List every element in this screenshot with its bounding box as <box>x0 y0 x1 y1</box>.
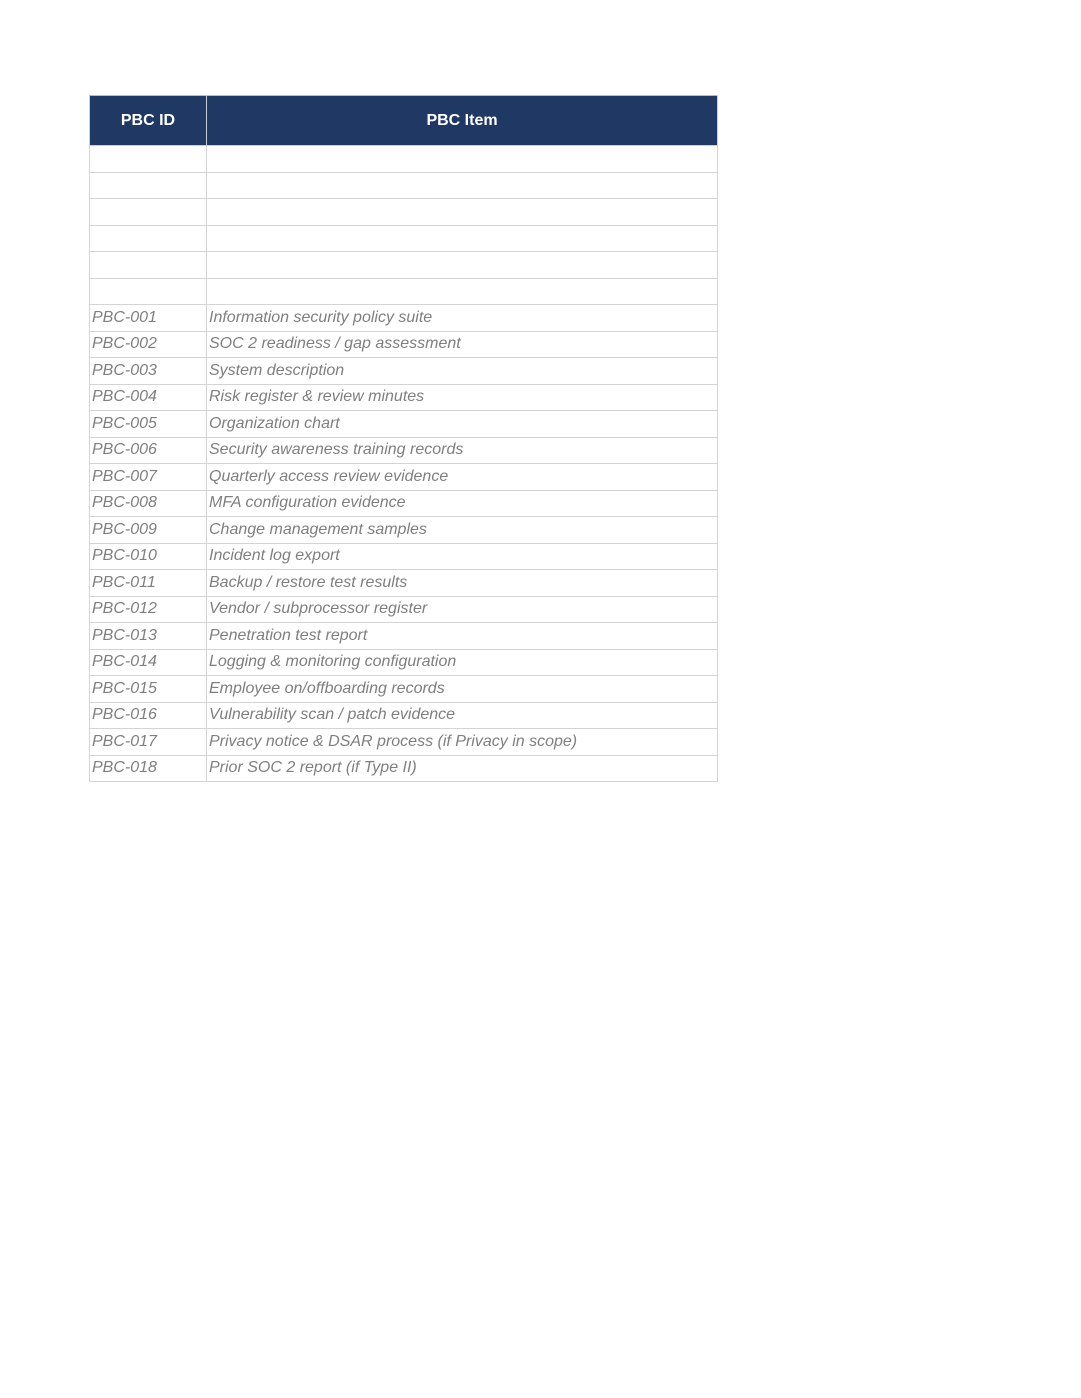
table-row <box>90 490 718 517</box>
empty-row <box>90 199 718 226</box>
table-row <box>90 411 718 438</box>
cell-pbc-id[interactable]: PBC-013 <box>90 623 207 650</box>
table-row <box>90 729 718 756</box>
cell-pbc-id[interactable]: PBC-017 <box>90 729 207 756</box>
table-row <box>90 305 718 332</box>
empty-row <box>90 252 718 279</box>
header-row <box>90 96 718 146</box>
cell-pbc-id[interactable]: PBC-006 <box>90 437 207 464</box>
empty-cell-item[interactable] <box>207 146 718 173</box>
cell-pbc-item[interactable]: Security awareness training records <box>207 437 718 464</box>
pbc-sheet <box>89 95 717 782</box>
cell-pbc-id[interactable]: PBC-003 <box>90 358 207 385</box>
cell-pbc-item[interactable]: Information security policy suite <box>207 305 718 332</box>
table-body <box>90 146 718 782</box>
cell-pbc-item[interactable]: Incident log export <box>207 543 718 570</box>
cell-pbc-item[interactable]: Vulnerability scan / patch evidence <box>207 702 718 729</box>
column-header-pbc-id[interactable]: PBC ID <box>90 96 207 146</box>
table-row <box>90 517 718 544</box>
pbc-table <box>89 95 718 782</box>
cell-pbc-item[interactable]: Vendor / subprocessor register <box>207 596 718 623</box>
cell-pbc-item[interactable]: SOC 2 readiness / gap assessment <box>207 331 718 358</box>
cell-pbc-id[interactable]: PBC-002 <box>90 331 207 358</box>
column-header-pbc-item[interactable]: PBC Item <box>207 96 718 146</box>
cell-pbc-id[interactable]: PBC-015 <box>90 676 207 703</box>
cell-pbc-id[interactable]: PBC-014 <box>90 649 207 676</box>
cell-pbc-item[interactable]: Quarterly access review evidence <box>207 464 718 491</box>
table-row <box>90 543 718 570</box>
table-row <box>90 384 718 411</box>
cell-pbc-item[interactable]: Risk register & review minutes <box>207 384 718 411</box>
table-row <box>90 649 718 676</box>
empty-row <box>90 278 718 305</box>
empty-cell-id[interactable] <box>90 278 207 305</box>
cell-pbc-item[interactable]: Prior SOC 2 report (if Type II) <box>207 755 718 782</box>
empty-row <box>90 172 718 199</box>
table-row <box>90 358 718 385</box>
cell-pbc-id[interactable]: PBC-009 <box>90 517 207 544</box>
cell-pbc-item[interactable]: Logging & monitoring configuration <box>207 649 718 676</box>
cell-pbc-id[interactable]: PBC-010 <box>90 543 207 570</box>
cell-pbc-item[interactable]: Backup / restore test results <box>207 570 718 597</box>
table-row <box>90 755 718 782</box>
table-row <box>90 464 718 491</box>
cell-pbc-id[interactable]: PBC-005 <box>90 411 207 438</box>
empty-cell-id[interactable] <box>90 225 207 252</box>
cell-pbc-id[interactable]: PBC-011 <box>90 570 207 597</box>
table-row <box>90 623 718 650</box>
empty-row <box>90 146 718 173</box>
empty-cell-item[interactable] <box>207 252 718 279</box>
table-row <box>90 570 718 597</box>
empty-cell-item[interactable] <box>207 199 718 226</box>
cell-pbc-item[interactable]: Change management samples <box>207 517 718 544</box>
table-row <box>90 596 718 623</box>
empty-cell-item[interactable] <box>207 172 718 199</box>
cell-pbc-id[interactable]: PBC-016 <box>90 702 207 729</box>
cell-pbc-id[interactable]: PBC-007 <box>90 464 207 491</box>
cell-pbc-item[interactable]: Penetration test report <box>207 623 718 650</box>
empty-cell-item[interactable] <box>207 225 718 252</box>
cell-pbc-item[interactable]: Organization chart <box>207 411 718 438</box>
empty-cell-id[interactable] <box>90 172 207 199</box>
cell-pbc-item[interactable]: Privacy notice & DSAR process (if Privacy in scope) <box>207 729 718 756</box>
cell-pbc-item[interactable]: MFA configuration evidence <box>207 490 718 517</box>
empty-cell-id[interactable] <box>90 146 207 173</box>
table-row <box>90 676 718 703</box>
empty-cell-id[interactable] <box>90 252 207 279</box>
table-row <box>90 331 718 358</box>
cell-pbc-id[interactable]: PBC-004 <box>90 384 207 411</box>
cell-pbc-id[interactable]: PBC-001 <box>90 305 207 332</box>
cell-pbc-id[interactable]: PBC-012 <box>90 596 207 623</box>
empty-row <box>90 225 718 252</box>
table-row <box>90 437 718 464</box>
empty-cell-id[interactable] <box>90 199 207 226</box>
cell-pbc-id[interactable]: PBC-018 <box>90 755 207 782</box>
cell-pbc-item[interactable]: System description <box>207 358 718 385</box>
empty-cell-item[interactable] <box>207 278 718 305</box>
cell-pbc-id[interactable]: PBC-008 <box>90 490 207 517</box>
table-row <box>90 702 718 729</box>
cell-pbc-item[interactable]: Employee on/offboarding records <box>207 676 718 703</box>
